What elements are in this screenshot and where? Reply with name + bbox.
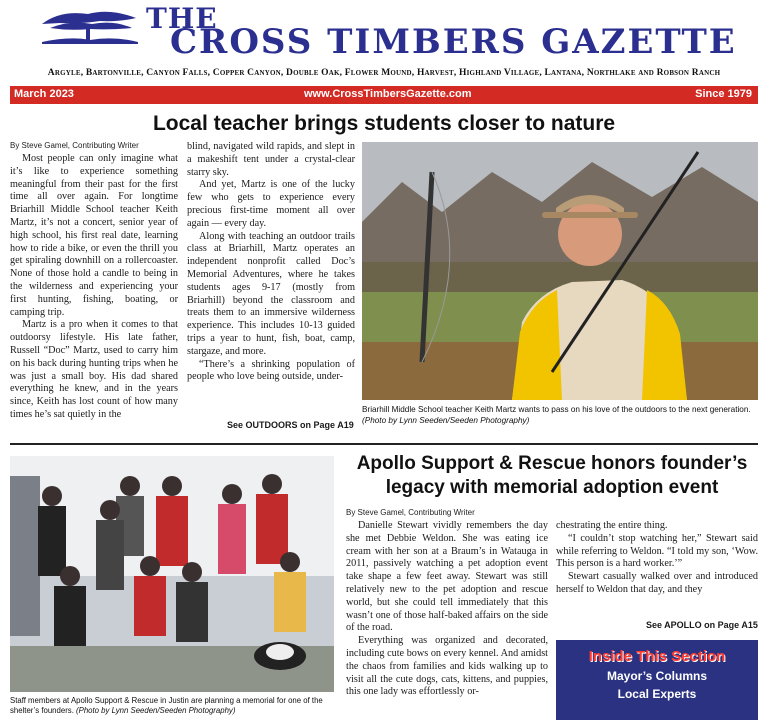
paragraph: Most people can only imagine what it’s like to experience something meaningful from their past for the first time all over again. For longtime Briarhill Middle School teacher Keith Martz, it’s not a concert, senior year of high school, his first real date, learning how to ride a bike, or even the thrill you get spiraling downhill on a rollercoaster. None of those hold a candle to being in the wilderness and experiencing your first hunting, fishing, boating, or camping trip. (10, 153, 178, 318)
section-divider (10, 443, 758, 445)
story1-byline: By Steve Gamel, Contributing Writer (10, 141, 139, 150)
since-label: Since 1979 (695, 88, 752, 100)
story2-continued[interactable]: See APOLLO on Page A15 (646, 620, 758, 630)
rescue-staff-photo (10, 456, 334, 692)
teacher-photo-caption: Briarhill Middle School teacher Keith Martz wants to pass on his love of the outdoors to the next generation. (Photo by Lynn Seeden/Seeden Photography) (362, 405, 751, 425)
story2-column-1 (346, 520, 548, 699)
inside-item-local-experts[interactable]: Local Experts (617, 687, 697, 701)
paragraph: chestrating the entire thing. (556, 520, 668, 531)
paragraph: Everything was organized and decorated, including cute bows on every kennel. And amidst the chaos from families and kids walking up to visit all the cute dogs, cats, kittens, and puppies, this one lady was effortlessly or- (346, 635, 548, 698)
story1-continued[interactable]: See OUTDOORS on Page A19 (227, 420, 354, 430)
masthead-title: CROSS TIMBERS GAZETTE (170, 22, 737, 62)
tree-logo-icon (40, 6, 140, 46)
inside-item-mayors-columns[interactable]: Mayor’s Columns (606, 669, 708, 683)
story1-headline[interactable]: Local teacher brings students closer to nature (152, 112, 616, 135)
paragraph: “I couldn’t stop watching her,” Stewart said while referring to Weldon. “I told my son, ‘Wow. This person is a hard worker.’” (556, 532, 758, 570)
inside-title: Inside This Section (588, 648, 726, 665)
paragraph: Martz is a pro when it comes to that outdoorsy lifestyle. His late father, Russell “Doc” Martz, used to carry him on his back during hunting trips when he was just a small boy. His dad shared everything he knew, and in the years since, Keith has lost count of how many times he’s sat quietly in the (10, 319, 178, 420)
issue-date: March 2023 (14, 88, 74, 100)
masthead-towns: Argyle, Bartonville, Canyon Falls, Copper Canyon, Double Oak, Flower Mound, Harvest, Highland Village, Lantana, Northlake and Robson Ranch (47, 68, 721, 78)
paragraph: blind, navigated wild rapids, and slept in a makeshift tent under a crystal-clear starry sky. (187, 141, 355, 178)
masthead-the: THE (146, 2, 218, 35)
paragraph: Danielle Stewart vividly remembers the day she met Debbie Weldon. She was eating ice cream with her son at a Braum’s in Watauga in 2011, passively watching a pet adoption event take shape a few feet away. Stewart was still relatively new to the pet adoption and rescue world, but she could tell immediately that this wasn’t one of those half-baked affairs on the side of the road. (346, 520, 548, 634)
date-bar (10, 86, 758, 104)
paragraph: Along with teaching an outdoor trails class at Briarhill, Martz operates an independent nonprofit called Doc’s Memorial Adventures, where he takes students ages 9-17 (mostly from Briarhill) beyond the classroom and treats them to an immersive wilderness experience. This includes 10-13 guided trips a year to hunt, fish, boat, camp, stargaze, and more. (187, 230, 355, 357)
rescue-photo-credit: (Photo by Lynn Seeden/Seeden Photography) (76, 706, 236, 715)
paragraph: “There’s a shrinking population of people who love being outside, under- (187, 358, 355, 383)
website-link[interactable]: www.CrossTimbersGazette.com (304, 88, 472, 100)
story2-column-2 (556, 520, 758, 597)
masthead (0, 0, 768, 86)
teacher-photo (362, 142, 758, 400)
story1-column-1 (10, 153, 178, 422)
paragraph: And yet, Martz is one of the lucky few who gets to experience every precious first-time moment all over again — every day. (187, 179, 355, 229)
story2-byline: By Steve Gamel, Contributing Writer (346, 508, 475, 517)
teacher-photo-credit: (Photo by Lynn Seeden/Seeden Photography) (362, 416, 530, 425)
story1-column-2 (187, 141, 355, 384)
inside-this-section-box (556, 640, 758, 720)
story2-headline[interactable]: Apollo Support & Rescue honors founder’s legacy with memorial adoption event (356, 453, 748, 498)
paragraph: Stewart casually walked over and introduced herself to Weldon that day, and they (556, 571, 758, 595)
rescue-photo-caption: Staff members at Apollo Support & Rescue in Justin are planning a memorial for one of the shelter’s founders. (Photo by Lynn Seeden/Seeden Photography) (10, 696, 323, 715)
